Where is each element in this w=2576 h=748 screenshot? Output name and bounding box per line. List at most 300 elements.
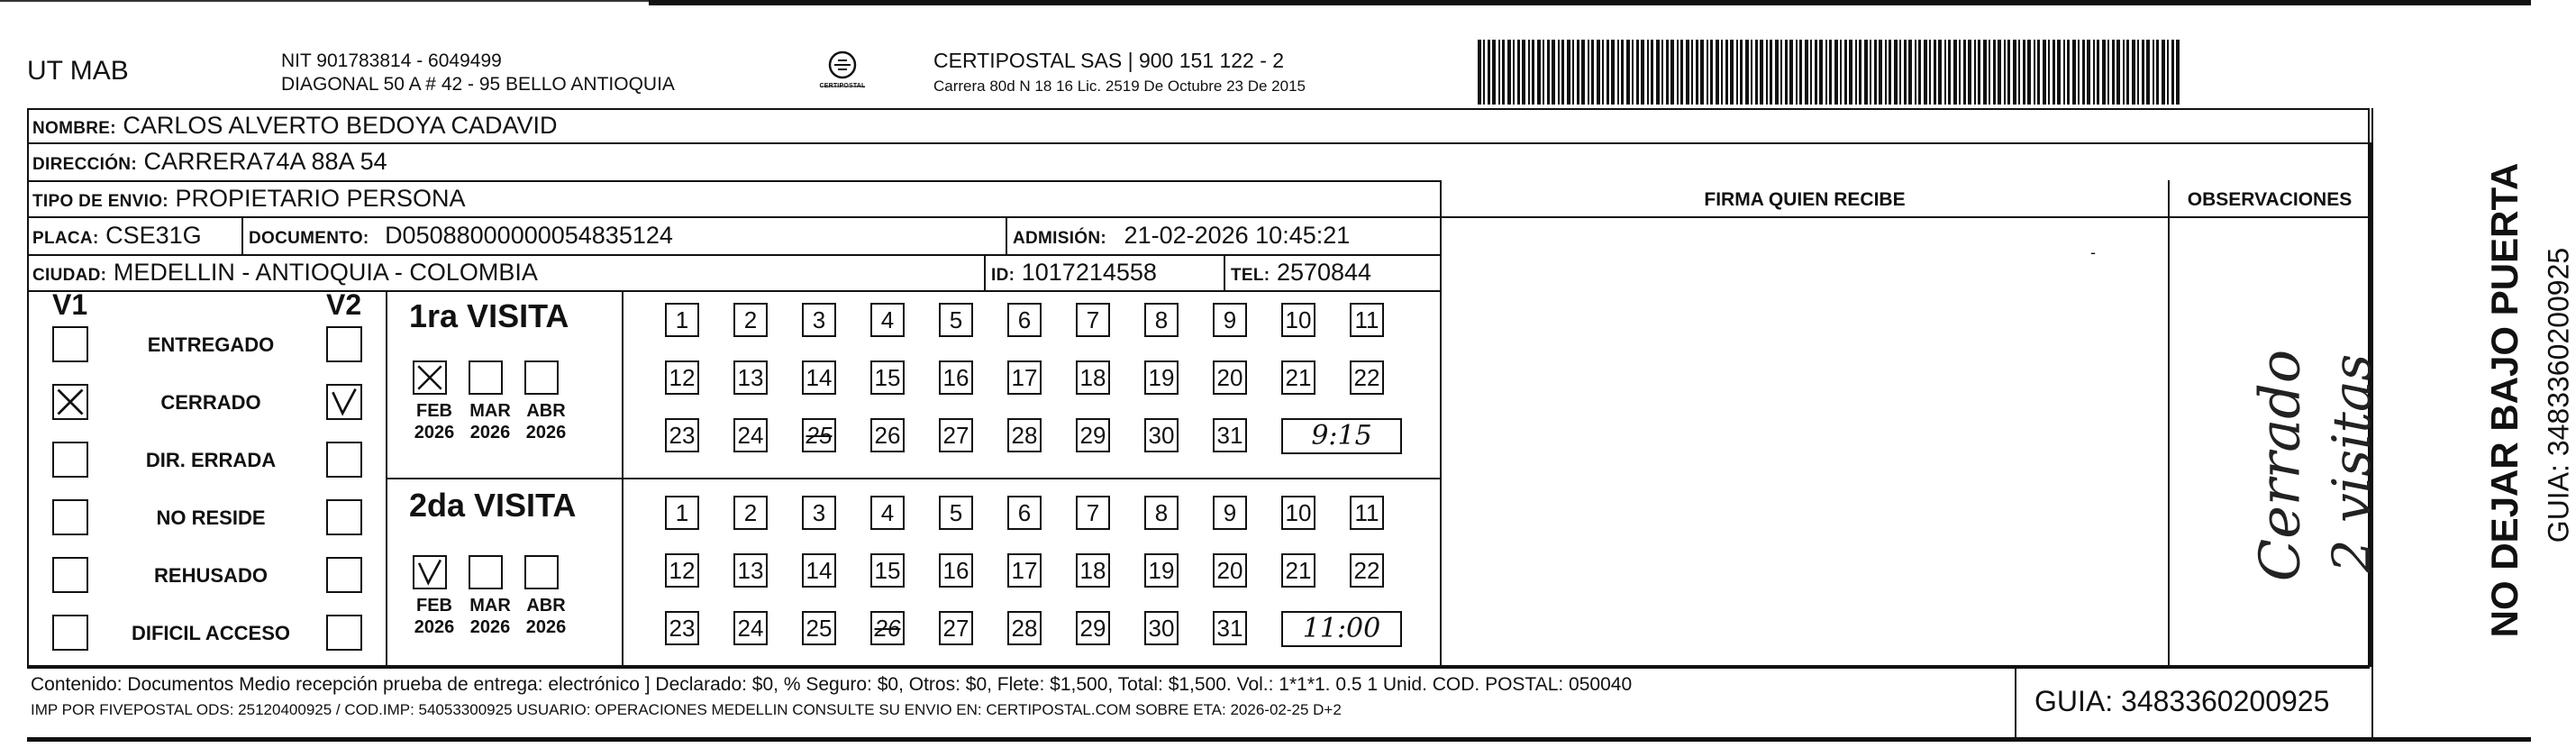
barcode-bar <box>2123 40 2125 105</box>
barcode <box>1478 40 2189 105</box>
admision-divider <box>1006 216 1007 254</box>
barcode-bar <box>1810 40 1812 105</box>
month-name: MAR <box>469 596 511 616</box>
second-visit-day[interactable]: 15 <box>870 553 905 588</box>
first-visit-day[interactable]: 1 <box>665 303 699 337</box>
barcode-bar <box>1904 40 1907 105</box>
second-visit-day[interactable]: 30 <box>1144 611 1179 645</box>
second-visit-day[interactable]: 21 <box>1281 553 1315 588</box>
first-visit-day[interactable]: 30 <box>1144 418 1179 452</box>
barcode-bar <box>1483 40 1485 105</box>
footer-divider <box>2015 667 2016 739</box>
barcode-bar <box>1492 40 1496 105</box>
side-guia: GUIA: 3483360200925 <box>2542 247 2575 543</box>
barcode-bar <box>1805 40 1808 105</box>
barcode-bar <box>2102 40 2106 105</box>
barcode-bar <box>1815 40 1817 105</box>
barcode-bar <box>2142 40 2144 105</box>
placa-value: CSE31G <box>105 222 202 249</box>
first-visit-day[interactable]: 25 <box>802 418 836 452</box>
barcode-bar <box>2162 40 2165 105</box>
second-visit-day[interactable]: 18 <box>1076 553 1110 588</box>
status-label: ENTREGADO <box>147 333 275 356</box>
first-visit-day[interactable]: 2 <box>733 303 768 337</box>
observation-line-1: Cerrado <box>2246 349 2313 582</box>
barcode-bar <box>2018 40 2020 105</box>
barcode-bar <box>2156 40 2159 105</box>
first-visit-day[interactable]: 27 <box>939 418 973 452</box>
first-visit-day[interactable]: 10 <box>1281 303 1315 337</box>
observation-handwriting <box>2180 270 2382 649</box>
barcode-bar <box>2072 40 2076 105</box>
barcode-bar <box>1770 40 1772 105</box>
barcode-bar <box>1626 40 1630 105</box>
barcode-bar <box>2053 40 2055 105</box>
barcode-bar <box>1944 40 1946 105</box>
barcode-bar <box>1736 40 1738 105</box>
barcode-bar <box>1641 40 1644 105</box>
second-visit-title: 2da VISITA <box>409 487 577 524</box>
second-visit-day[interactable]: 1 <box>665 496 699 530</box>
barcode-bar <box>1561 40 1564 105</box>
placa-divider <box>241 216 243 254</box>
v2-checkbox[interactable] <box>326 326 362 362</box>
barcode-bar <box>1666 40 1669 105</box>
barcode-bar <box>1889 40 1891 105</box>
second-visit-day[interactable]: 23 <box>665 611 699 645</box>
month-year: 2026 <box>469 423 511 442</box>
admision-value: 21-02-2026 10:45:21 <box>1124 222 1351 249</box>
barcode-bar <box>1819 40 1823 105</box>
barcode-bar <box>2082 40 2085 105</box>
first-visit-month-label <box>519 400 573 443</box>
barcode-bar <box>1710 40 1713 105</box>
barcode-bar <box>1751 40 1752 105</box>
documento-label: DOCUMENTO: <box>249 229 369 248</box>
barcode-bar <box>2137 40 2139 105</box>
month-name: FEB <box>416 401 452 421</box>
form-bottom-edge <box>27 737 2531 742</box>
barcode-bar <box>1572 40 1574 105</box>
v2-checkbox[interactable] <box>326 442 362 478</box>
barcode-bar <box>2037 40 2040 105</box>
barcode-bar <box>1670 40 1674 105</box>
second-visit-day[interactable]: 7 <box>1076 496 1110 530</box>
documento-field <box>249 222 673 250</box>
barcode-bar <box>1775 40 1779 105</box>
barcode-bar <box>1567 40 1570 105</box>
first-visit-day[interactable]: 26 <box>870 418 905 452</box>
placa-label: PLACA: <box>32 229 99 248</box>
barcode-bar <box>1677 40 1679 105</box>
v2-checkbox[interactable] <box>326 499 362 535</box>
barcode-bar <box>1528 40 1530 105</box>
second-visit-day[interactable]: 28 <box>1007 611 1042 645</box>
second-visit-month-checkbox[interactable] <box>413 555 447 589</box>
barcode-bar <box>1864 40 1868 105</box>
barcode-bar <box>1899 40 1901 105</box>
second-visit-month-label <box>463 595 517 638</box>
barcode-bar <box>1647 40 1649 105</box>
barcode-bar <box>1766 40 1768 105</box>
barcode-bar <box>1796 40 1798 105</box>
tipo-envio-field <box>32 185 466 213</box>
second-visit-day[interactable]: 5 <box>939 496 973 530</box>
second-visit-day[interactable]: 24 <box>733 611 768 645</box>
month-year: 2026 <box>469 617 511 637</box>
barcode-bar <box>1959 40 1961 105</box>
month-year: 2026 <box>525 423 567 442</box>
barcode-bar <box>1929 40 1931 105</box>
second-visit-day[interactable]: 12 <box>665 553 699 588</box>
barcode-bar <box>1829 40 1832 105</box>
visit-separator <box>386 478 1442 479</box>
barcode-bar <box>1799 40 1802 105</box>
documento-value: D05088000000054835124 <box>385 222 673 249</box>
first-visit-day[interactable]: 28 <box>1007 418 1042 452</box>
second-visit-day[interactable]: 22 <box>1350 553 1384 588</box>
barcode-bar <box>1686 40 1689 105</box>
status-label: CERRADO <box>160 391 261 414</box>
first-visit-day[interactable]: 17 <box>1007 360 1042 395</box>
barcode-bar <box>1918 40 1921 105</box>
barcode-bar <box>1656 40 1660 105</box>
first-visit-month-checkbox[interactable] <box>469 360 503 395</box>
barcode-bar <box>2027 40 2031 105</box>
ciudad-value: MEDELLIN - ANTIOQUIA - COLOMBIA <box>113 259 538 286</box>
signature-dot: - <box>2090 243 2096 261</box>
barcode-bar <box>1834 40 1838 105</box>
month-name: FEB <box>416 596 452 616</box>
barcode-bar <box>1874 40 1877 105</box>
barcode-bar <box>1591 40 1594 105</box>
second-visit-day[interactable]: 2 <box>733 496 768 530</box>
barcode-bar <box>2097 40 2099 105</box>
second-visit-day[interactable]: 19 <box>1144 553 1179 588</box>
placa-field <box>32 222 202 250</box>
barcode-bar <box>2167 40 2169 105</box>
first-visit-day[interactable]: 8 <box>1144 303 1179 337</box>
barcode-bar <box>1661 40 1663 105</box>
no-dejar-label: NO DEJAR BAJO PUERTA <box>2483 162 2526 638</box>
barcode-bar <box>1597 40 1600 105</box>
barcode-bar <box>1968 40 1971 105</box>
first-visit-day[interactable]: 7 <box>1076 303 1110 337</box>
v1-checkbox[interactable] <box>52 615 88 651</box>
barcode-bar <box>1740 40 1743 105</box>
barcode-bar <box>1978 40 1980 105</box>
direccion-label: DIRECCIÓN: <box>32 155 137 174</box>
first-visit-day[interactable]: 5 <box>939 303 973 337</box>
barcode-bar <box>2063 40 2065 105</box>
v2-header: V2 <box>326 288 362 321</box>
direccion-value: CARRERA74A 88A 54 <box>143 148 387 175</box>
second-visit-month-checkbox[interactable] <box>524 555 559 589</box>
firma-left-divider <box>1440 180 1442 667</box>
barcode-bar <box>1879 40 1882 105</box>
barcode-bar <box>2023 40 2025 105</box>
v2-checkbox[interactable] <box>326 615 362 651</box>
second-visit-month-checkbox[interactable] <box>469 555 503 589</box>
barcode-bar <box>1953 40 1957 105</box>
barcode-bar <box>1577 40 1579 105</box>
barcode-bar <box>1651 40 1653 105</box>
v2-checkbox[interactable] <box>326 557 362 593</box>
barcode-bar <box>1707 40 1708 105</box>
direccion-field <box>32 148 387 176</box>
barcode-bar <box>1993 40 1996 105</box>
month-year: 2026 <box>414 617 455 637</box>
second-visit-day[interactable]: 3 <box>802 496 836 530</box>
status-label: DIR. ERRADA <box>145 449 277 471</box>
barcode-bar <box>1844 40 1847 105</box>
second-visit-month-label <box>519 595 573 638</box>
company-name: UT MAB <box>27 56 129 86</box>
barcode-bar <box>2153 40 2154 105</box>
barcode-bar <box>2004 40 2006 105</box>
footer-content: Contenido: Documentos Medio recepción prueba de entrega: electrónico ] Declarado: $0, % Seguro: $0, Otros: $0, Flete: $1,500, Total: $1,500. Vol.: 1*1*1. 0.5 1 Unid. COD. POSTAL: 050040 <box>31 674 1633 695</box>
barcode-bar <box>1924 40 1927 105</box>
row-line-6 <box>27 667 2370 669</box>
v1-checkbox[interactable] <box>52 442 88 478</box>
second-visit-day[interactable]: 13 <box>733 553 768 588</box>
barcode-bar <box>1785 40 1788 105</box>
footer-guia: GUIA: 3483360200925 <box>2034 685 2330 717</box>
barcode-bar <box>1602 40 1604 105</box>
nombre-field <box>32 112 558 140</box>
first-visit-day[interactable]: 20 <box>1213 360 1247 395</box>
barcode-bar <box>1696 40 1698 105</box>
scan-top-edge <box>649 0 2531 5</box>
tel-value: 2570844 <box>1276 259 1372 286</box>
second-visit-day[interactable]: 11 <box>1350 496 1384 530</box>
barcode-bar <box>1855 40 1857 105</box>
first-visit-month-label <box>407 400 461 443</box>
v1-checkbox[interactable] <box>52 499 88 535</box>
barcode-bar <box>1915 40 1916 105</box>
barcode-bar <box>1632 40 1634 105</box>
first-visit-day[interactable]: 29 <box>1076 418 1110 452</box>
barcode-bar <box>1989 40 1990 105</box>
barcode-bar <box>1730 40 1734 105</box>
barcode-bar <box>1621 40 1624 105</box>
barcode-bar <box>2093 40 2095 105</box>
barcode-bar <box>1716 40 1719 105</box>
second-visit-day[interactable]: 10 <box>1281 496 1315 530</box>
scan-top-edge-2 <box>0 0 649 2</box>
barcode-bar <box>1517 40 1520 105</box>
second-visit-day[interactable]: 16 <box>939 553 973 588</box>
second-visit-day[interactable]: 17 <box>1007 553 1042 588</box>
barcode-bar <box>1617 40 1619 105</box>
ciudad-field <box>32 259 538 287</box>
nit-text: NIT 901783814 - 6049499 <box>281 50 502 71</box>
barcode-bar <box>1611 40 1615 105</box>
barcode-bar <box>1636 40 1639 105</box>
observation-line-2: 2 visitas <box>2321 353 2382 573</box>
barcode-bar <box>1547 40 1550 105</box>
barcode-bar <box>1789 40 1793 105</box>
second-visit-day[interactable]: 6 <box>1007 496 1042 530</box>
barcode-bar <box>2078 40 2080 105</box>
id-value: 1017214558 <box>1021 259 1157 286</box>
barcode-bar <box>1522 40 1525 105</box>
tipo-envio-value: PROPIETARIO PERSONA <box>175 185 466 212</box>
barcode-bar <box>2171 40 2174 105</box>
barcode-bar <box>1588 40 1589 105</box>
nombre-value: CARLOS ALVERTO BEDOYA CADAVID <box>123 112 558 139</box>
row-line-3 <box>27 216 2370 218</box>
barcode-bar <box>1488 40 1490 105</box>
barcode-bar <box>1894 40 1898 105</box>
second-visit-day[interactable]: 20 <box>1213 553 1247 588</box>
id-field <box>991 259 1157 287</box>
barcode-bar <box>2057 40 2061 105</box>
barcode-bar <box>1938 40 1942 105</box>
observaciones-header: OBSERVACIONES <box>2187 189 2353 210</box>
id-label: ID: <box>991 266 1015 285</box>
first-visit-title: 1ra VISITA <box>409 297 569 334</box>
barcode-bar <box>1478 40 1481 105</box>
barcode-bar <box>1755 40 1758 105</box>
barcode-bar <box>2043 40 2046 105</box>
row-line-2 <box>27 180 1442 182</box>
barcode-bar <box>1558 40 1560 105</box>
first-visit-day[interactable]: 16 <box>939 360 973 395</box>
first-visit-day[interactable]: 3 <box>802 303 836 337</box>
barcode-bar <box>2126 40 2129 105</box>
barcode-bar <box>1691 40 1693 105</box>
barcode-bar <box>2132 40 2135 105</box>
tel-divider <box>1224 254 1225 290</box>
month-name: ABR <box>526 596 566 616</box>
second-visit-day[interactable]: 31 <box>1213 611 1247 645</box>
first-visit-day[interactable]: 23 <box>665 418 699 452</box>
barcode-bar <box>1607 40 1609 105</box>
barcode-bar <box>2116 40 2120 105</box>
barcode-bar <box>1998 40 2001 105</box>
barcode-bar <box>1974 40 1976 105</box>
first-visit-day[interactable]: 24 <box>733 418 768 452</box>
barcode-bar <box>1502 40 1505 105</box>
second-visit-day[interactable]: 14 <box>802 553 836 588</box>
sender-address: DIAGONAL 50 A # 42 - 95 BELLO ANTIOQUIA <box>281 74 675 95</box>
second-visit-day[interactable]: 8 <box>1144 496 1179 530</box>
second-visit-day[interactable]: 29 <box>1076 611 1110 645</box>
first-visit-day[interactable]: 14 <box>802 360 836 395</box>
barcode-bar <box>1859 40 1861 105</box>
barcode-bar <box>1760 40 1763 105</box>
first-visit-day[interactable]: 12 <box>665 360 699 395</box>
barcode-bar <box>1725 40 1728 105</box>
barcode-bar <box>2034 40 2035 105</box>
first-visit-day[interactable]: 9 <box>1213 303 1247 337</box>
first-visit-month-checkbox[interactable] <box>413 360 447 395</box>
admision-label: ADMISIÓN: <box>1013 229 1107 248</box>
first-visit-month-label <box>463 400 517 443</box>
barcode-bar <box>2107 40 2109 105</box>
tel-label: TEL: <box>1231 266 1270 285</box>
second-visit-day[interactable]: 25 <box>802 611 836 645</box>
carrier-license: Carrera 80d N 18 16 Lic. 2519 De Octubre 23 De 2015 <box>933 78 1306 95</box>
barcode-bar <box>1934 40 1936 105</box>
row-line-1 <box>27 142 2370 144</box>
barcode-bar <box>1849 40 1852 105</box>
second-visit-day[interactable]: 26 <box>870 611 905 645</box>
second-visit-day[interactable]: 4 <box>870 496 905 530</box>
admision-field <box>1013 222 1350 250</box>
barcode-bar <box>1780 40 1782 105</box>
v1-checkbox[interactable] <box>52 384 88 420</box>
barcode-bar <box>1498 40 1500 105</box>
firma-header: FIRMA QUIEN RECIBE <box>1704 189 1906 210</box>
status-label: NO RESIDE <box>156 506 266 529</box>
footer-imp: IMP POR FIVEPOSTAL ODS: 25120400925 / COD.IMP: 54053300925 USUARIO: OPERACIONES MEDELLIN CONSULTE SU ENVIO EN: CERTIPOSTAL.COM SOBRE ETA: 2026-02-25 D+2 <box>31 701 1342 718</box>
second-visit-day[interactable]: 9 <box>1213 496 1247 530</box>
id-divider <box>984 254 986 290</box>
row-line-4 <box>27 254 1442 256</box>
barcode-bar <box>1543 40 1544 105</box>
barcode-bar <box>2067 40 2070 105</box>
barcode-bar <box>2048 40 2050 105</box>
first-visit-day[interactable]: 19 <box>1144 360 1179 395</box>
nombre-label: NOMBRE: <box>32 119 116 138</box>
barcode-bar <box>1507 40 1511 105</box>
month-name: ABR <box>526 401 566 421</box>
barcode-bar <box>1537 40 1541 105</box>
first-visit-day[interactable]: 6 <box>1007 303 1042 337</box>
barcode-bar <box>2087 40 2090 105</box>
first-visit-day[interactable]: 13 <box>733 360 768 395</box>
barcode-bar <box>1532 40 1534 105</box>
barcode-bar <box>2112 40 2115 105</box>
v2-checkbox[interactable] <box>326 384 362 420</box>
ciudad-label: CIUDAD: <box>32 266 107 285</box>
first-visit-day[interactable]: 22 <box>1350 360 1384 395</box>
barcode-bar <box>1581 40 1585 105</box>
barcode-bar <box>1745 40 1749 105</box>
first-visit-time: 9:15 <box>1281 418 1402 454</box>
v1-checkbox[interactable] <box>52 557 88 593</box>
carrier-name: CERTIPOSTAL SAS | 900 151 122 - 2 <box>933 49 1285 72</box>
barcode-bar <box>1963 40 1966 105</box>
barcode-bar <box>1840 40 1842 105</box>
month-year: 2026 <box>525 617 567 637</box>
first-visit-day[interactable]: 21 <box>1281 360 1315 395</box>
barcode-bar <box>1908 40 1912 105</box>
barcode-bar <box>2013 40 2016 105</box>
first-visit-day[interactable]: 11 <box>1350 303 1384 337</box>
status-label: DIFICIL ACCESO <box>131 622 290 644</box>
barcode-bar <box>1948 40 1951 105</box>
first-visit-day[interactable]: 18 <box>1076 360 1110 395</box>
first-visit-month-checkbox[interactable] <box>524 360 559 395</box>
first-visit-day[interactable]: 4 <box>870 303 905 337</box>
first-visit-day[interactable]: 15 <box>870 360 905 395</box>
first-visit-day[interactable]: 31 <box>1213 418 1247 452</box>
second-visit-day[interactable]: 27 <box>939 611 973 645</box>
status-label: REHUSADO <box>154 564 268 587</box>
barcode-bar <box>2007 40 2010 105</box>
barcode-bar <box>1552 40 1555 105</box>
barcode-bar <box>2146 40 2150 105</box>
logo-text: CERTIPOSTAL <box>819 83 866 89</box>
certipostal-logo <box>811 47 874 101</box>
barcode-bar <box>2176 40 2180 105</box>
second-visit-month-label <box>407 595 461 638</box>
barcode-bar <box>1680 40 1683 105</box>
v1-checkbox[interactable] <box>52 326 88 362</box>
